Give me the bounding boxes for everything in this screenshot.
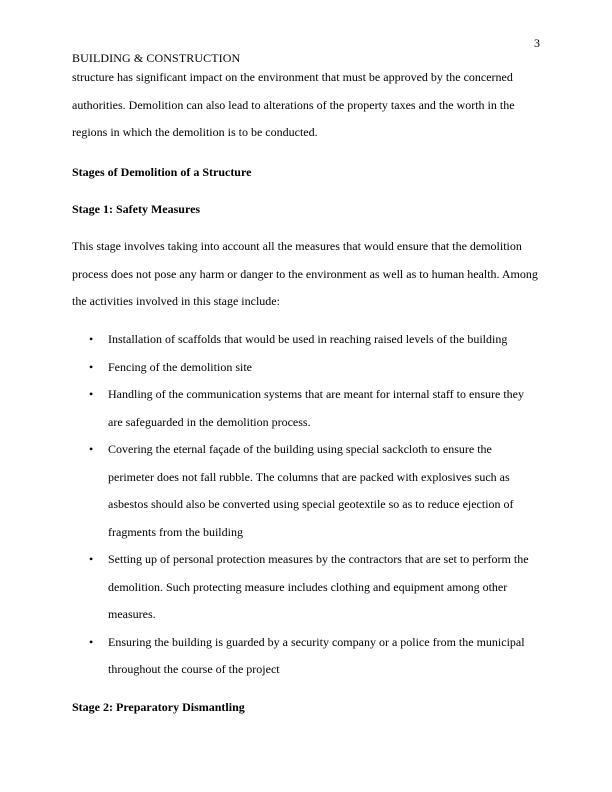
- section-heading-stage1: Stage 1: Safety Measures: [72, 202, 201, 216]
- stage1-line: process does not pose any harm or danger to the environment as well as to human health. Among: [72, 266, 538, 281]
- section-heading-stages: Stages of Demolition of a Structure: [72, 165, 252, 179]
- list-item-line: perimeter does not fall rubble. The columns that are packed with explosives such as: [108, 469, 510, 484]
- section-heading-stage2: Stage 2: Preparatory Dismantling: [72, 700, 245, 714]
- list-item: [72, 629, 540, 684]
- intro-line: authorities. Demolition can also lead to alterations of the property taxes and the worth in the: [72, 97, 515, 112]
- list-item-line: throughout the course of the project: [108, 662, 280, 676]
- bullet-icon: •: [89, 387, 94, 401]
- list-item: [72, 381, 540, 436]
- list-item-line: asbestos should also be converted using special geotextile so as to reduce ejection of: [108, 497, 514, 511]
- stage1-paragraph: [72, 233, 540, 316]
- list-item-line: measures.: [108, 607, 156, 621]
- bullet-icon: •: [89, 552, 94, 566]
- bullet-icon: •: [89, 442, 94, 456]
- list-item: [72, 326, 540, 354]
- page-number: 3: [534, 36, 540, 50]
- list-item-line: Covering the eternal façade of the building using special sackcloth to ensure the: [108, 442, 492, 456]
- stage1-line: This stage involves taking into account all the measures that would ensure that the demolition: [72, 239, 522, 253]
- list-item-line: Handling of the communication systems that are meant for internal staff to ensure they: [108, 387, 524, 401]
- list-item: [72, 436, 540, 546]
- running-head: BUILDING & CONSTRUCTION: [72, 51, 241, 65]
- bullet-icon: •: [89, 332, 94, 346]
- list-item-line: fragments from the building: [108, 524, 243, 539]
- stage1-line: the activities involved in this stage include:: [72, 294, 280, 308]
- list-item-line: Setting up of personal protection measures by the contractors that are set to perform the: [108, 552, 529, 566]
- list-item-line: Fencing of the demolition site: [108, 359, 252, 374]
- bullet-icon: •: [89, 634, 94, 649]
- list-item: [72, 546, 540, 629]
- list-item-line: are safeguarded in the demolition process.: [108, 414, 311, 429]
- bullet-icon: •: [89, 359, 94, 374]
- list-item-line: Installation of scaffolds that would be used in reaching raised levels of the building: [108, 332, 508, 346]
- list-item-line: Ensuring the building is guarded by a security company or a police from the municipal: [108, 634, 525, 649]
- safety-measures-list: [72, 326, 540, 684]
- intro-line: regions in which the demolition is to be conducted.: [72, 125, 318, 139]
- intro-paragraph: [72, 64, 540, 147]
- list-item: [72, 354, 540, 382]
- intro-line: structure has significant impact on the environment that must be approved by the concerned: [72, 70, 513, 84]
- list-item-line: demolition. Such protecting measure includes clothing and equipment among other: [108, 579, 508, 594]
